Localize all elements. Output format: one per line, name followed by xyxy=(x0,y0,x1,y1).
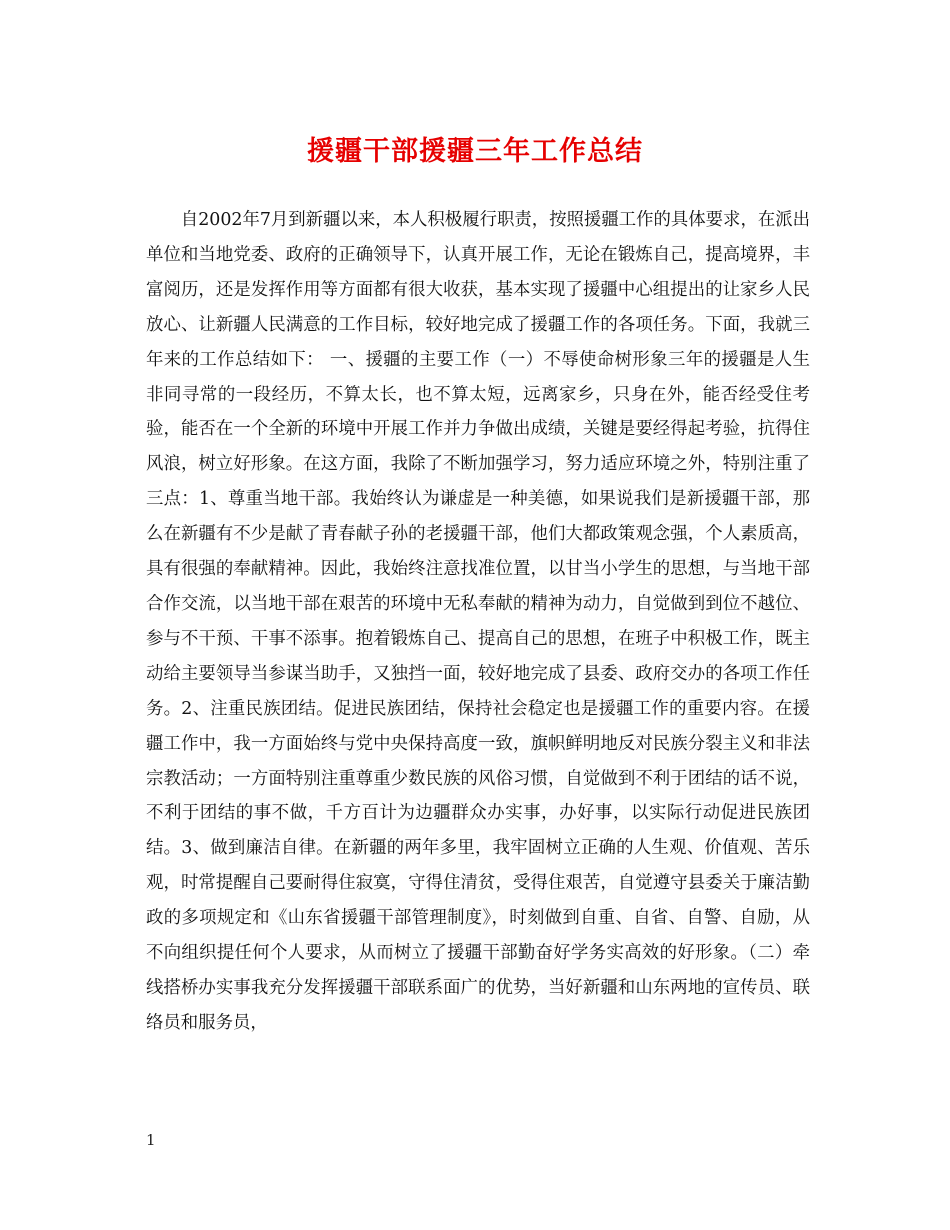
page-title: 援疆干部援疆三年工作总结 xyxy=(307,136,643,167)
page-number: 1 xyxy=(146,1131,156,1149)
body-paragraph: 自2002年7月到新疆以来，本人积极履行职责，按照援疆工作的具体要求，在派出单位和当地党委、政府的正确领导下，认真开展工作，无论在锻炼自己，提高境界，丰富阅历，还是发挥作用等方面都有很大收获，基本实现了援疆中心组提出的让家乡人民放心、让新疆人民满意的工作目标，较好地完成了援疆工作的各项任务。下面，我就三年来的工作总结如下： 一、援疆的主要工作（一）不辱使命树形象三年的援疆是人生非同寻常的一段经历，不算太长，也不算太短，远离家乡，只身在外，能否经受住考验，能否在一个全新的环境中开展工作并力争做出成绩，关键是要经得起考验，抗得住风浪，树立好形象。在这方面，我除了不断加强学习，努力适应环境之外，特别注重了三点：1、尊重当地干部。我始终认为谦虚是一种美德，如果说我们是新援疆干部，那么在新疆有不少是献了青春献子孙的老援疆干部，他们大都政策观念强，个人素质高，具有很强的奉献精神。因此，我始终注意找准位置，以甘当小学生的思想，与当地干部合作交流，以当地干部在艰苦的环境中无私奉献的精神为动力，自觉做到到位不越位、参与不干预、干事不添事。抱着锻炼自己、提高自己的思想，在班子中积极工作，既主动给主要领导当参谋当助手，又独挡一面，较好地完成了县委、政府交办的各项工作任务。2、注重民族团结。促进民族团结，保持社会稳定也是援疆工作的重要内容。在援疆工作中，我一方面始终与党中央保持高度一致，旗帜鲜明地反对民族分裂主义和非法宗教活动；一方面特别注重尊重少数民族的风俗习惯，自觉做到不利于团结的话不说，不利于团结的事不做，千方百计为边疆群众办实事，办好事，以实际行动促进民族团结。3、做到廉洁自律。在新疆的两年多里，我牢固树立正确的人生观、价值观、苦乐观，时常提醒自己要耐得住寂寞，守得住清贫，受得住艰苦，自觉遵守县委关于廉洁勤政的多项规定和《山东省援疆干部管理制度》，时刻做到自重、自省、自警、自励，从不向组织提任何个人要求，从而树立了援疆干部勤奋好学务实高效的好形象。（二）牵线搭桥办实事我充分发挥援疆干部联系面广的优势，当好新疆和山东两地的宣传员、联络员和服务员， xyxy=(146,210,811,1033)
